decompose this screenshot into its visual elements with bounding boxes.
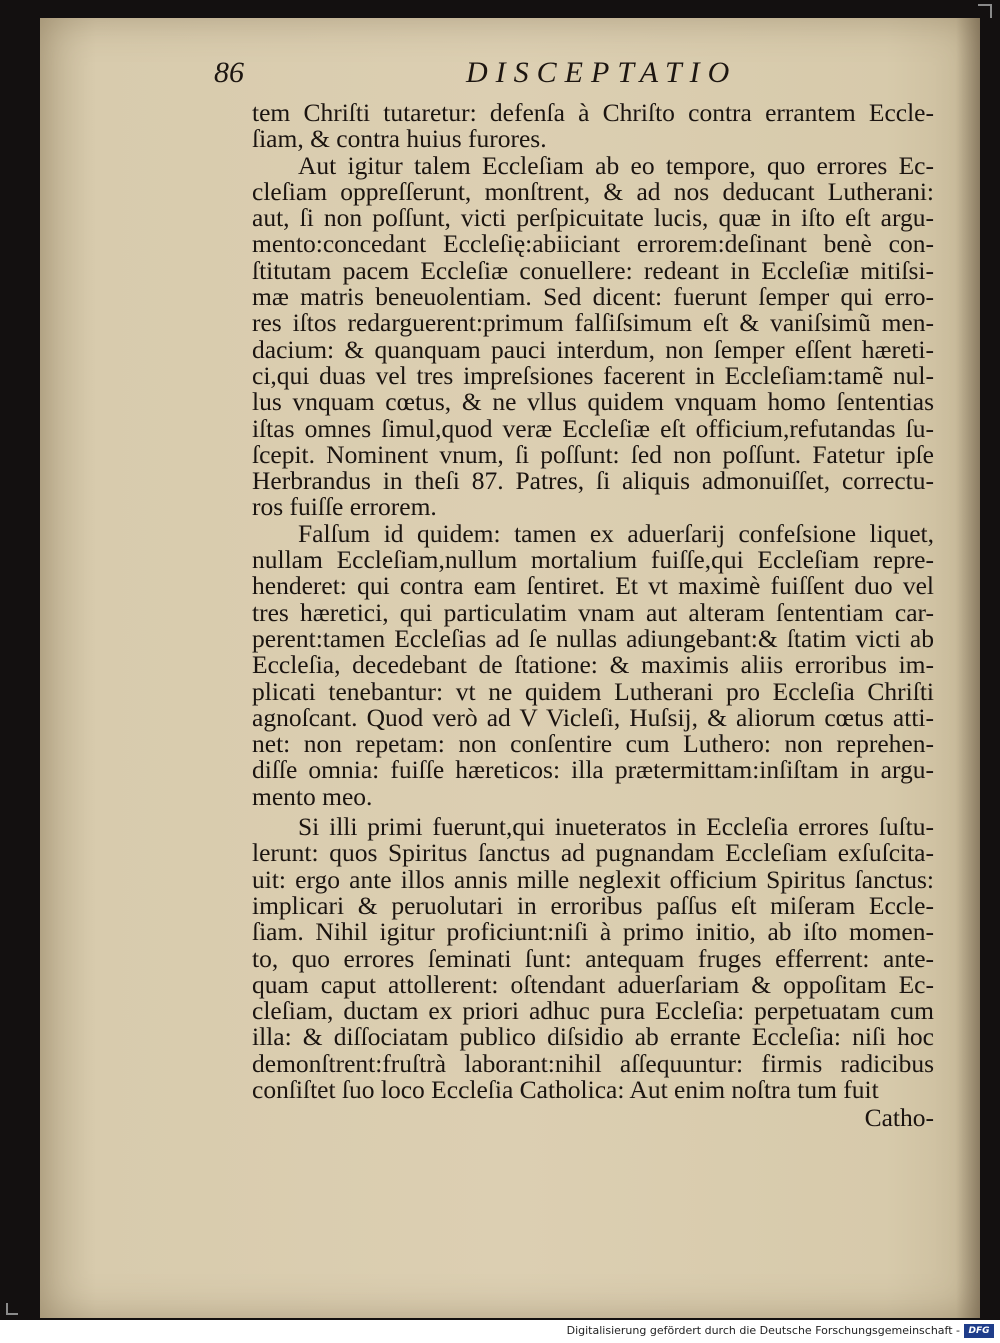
text-line: tem Chriſti tutaretur: defenſa à Chriſto contra errantem Eccle- (252, 98, 934, 127)
body-text (252, 100, 934, 1132)
text-line: henderet: qui contra eam ſentiret. Et vt maximè fuiſſent duo vel (252, 571, 934, 601)
text-line: ſcepit. Nominent vnum, ſi poſſunt: ſed non poſſunt. Fatetur ipſe (252, 439, 934, 469)
running-head: DISCEPTATIO (466, 56, 738, 89)
text-line: uit: ergo ante illos annis mille neglexit officium Spiritus ſanctus: (252, 864, 934, 894)
text-line: Falſum id quidem: tamen ex aduerſarij confeſsione liquet, (298, 518, 934, 548)
text-line: aut, ſi non poſſunt, victi perſpicuitate lucis, quæ in iſto eſt argu- (252, 203, 934, 233)
text-line: Eccleſia, decedebant de ſtatione: & maximis aliis erroribus im- (252, 650, 934, 680)
text-line: quam caput attollerent: oſtendant aduerſariam & oppoſitam Ec- (252, 969, 934, 999)
paragraph (252, 100, 934, 153)
dfg-logo: DFG (964, 1324, 994, 1338)
text-line: plicati tenebantur: vt ne quidem Lutherani pro Eccleſia Chriſti (252, 676, 934, 706)
text-line: perent:tamen Eccleſias ad ſe nullas adiungebant:& ſtatim victi ab (252, 623, 934, 653)
text-line: ſtitutam pacem Eccleſiæ conuellere: redeant in Eccleſiæ mitiſsi- (252, 255, 934, 285)
scan-corner-mark-bottom (6, 1303, 18, 1315)
text-line: dacium: & quanquam pauci interdum, non ſemper eſſent hæreti- (252, 334, 934, 364)
text-line: to, quo errores ſeminati ſunt: antequam fruges efferrent: ante- (252, 943, 934, 973)
text-line: ſiam. Nihil igitur proficiunt:niſi à primo initio, ab iſto momen- (252, 917, 934, 947)
text-line: iſtas omnes ſimul,quod veræ Eccleſiæ eſt officium,refutandas ſu- (252, 413, 934, 443)
text-line: conſiſtet ſuo loco Eccleſia Catholica: Aut enim noſtra tum fuit (252, 1074, 879, 1104)
text-line: cleſiam oppreſſerunt, monſtrent, & ad nos deducant Lutherani: (252, 176, 934, 206)
text-line: tres hæretici, qui particulatim vnam aut alteram ſententiam car- (252, 597, 934, 627)
page-edge-shadow (956, 18, 980, 1318)
paragraph (252, 518, 934, 811)
paragraph (252, 814, 934, 1103)
text-line: demonſtrent:fruſtrà laborant:nihil aſſequuntur: firmis radicibus (252, 1048, 934, 1078)
text-line: lus vnquam cœtus, & ne vllus quidem vnquam homo ſententias (252, 387, 934, 417)
text-line: cleſiam, ductam ex priori adhuc pura Eccleſia: perpetuatam cum (252, 996, 934, 1026)
text-line: implicari & peruolutari in erroribus paſſus eſt miſeram Eccle- (252, 890, 934, 920)
text-line: res iſtos redarguerent:primum falſiſsimum eſt & vaniſsimũ men- (252, 308, 934, 338)
text-line: Aut igitur talem Eccleſiam ab eo tempore, quo errores Ec- (298, 150, 934, 180)
text-line: mento meo. (252, 781, 373, 811)
text-line: mento:concedant Eccleſię:abiiciant errorem:deſinant benè con- (252, 229, 934, 259)
text-line: Si illi primi fuerunt,qui inueteratos in Eccleſia errores ſuſtu- (298, 812, 934, 842)
page-header (214, 56, 934, 96)
text-line: diſſe omnia: fuiſſe hæreticos: illa prætermittam:inſiſtam in argu- (252, 755, 934, 785)
text-line: agnoſcant. Quod verò ad V Vicleſi, Huſsij, & aliorum cœtus atti- (252, 702, 934, 732)
text-line: net: non repetam: non conſentire cum Luthero: non reprehen- (252, 729, 934, 759)
text-line: ci,qui duas vel tres impreſsiones facerent in Eccleſiam:tamẽ nul- (252, 360, 934, 390)
text-line: ſiam, & contra huius furores. (252, 124, 547, 154)
footer-bar (0, 1320, 1000, 1343)
text-line: nullam Eccleſiam,nullum mortalium fuiſſe,qui Eccleſiam repre- (252, 545, 934, 575)
text-line: ros fuiſſe errorem. (252, 492, 437, 522)
paragraph (252, 150, 934, 522)
text-line: Herbrandus in theſi 87. Patres, ſi aliquis admonuiſſet, correctu- (252, 466, 934, 496)
page-number: 86 (214, 56, 244, 89)
text-line: illa: & diſſociatam publico diſsidio ab errante Eccleſia: niſi hoc (252, 1022, 934, 1052)
funding-credit: Digitalisierung gefördert durch die Deutsche Forschungsgemeinschaft - (566, 1324, 960, 1337)
scan-corner-mark (978, 4, 992, 18)
text-line: lerunt: quos Spiritus ſanctus ad pugnandam Eccleſiam exſuſcita- (252, 838, 934, 868)
catchword: Catho- (864, 1103, 934, 1133)
text-line: mæ matris beneuolentiam. Sed dicent: fuerunt ſemper qui erro- (252, 282, 934, 312)
